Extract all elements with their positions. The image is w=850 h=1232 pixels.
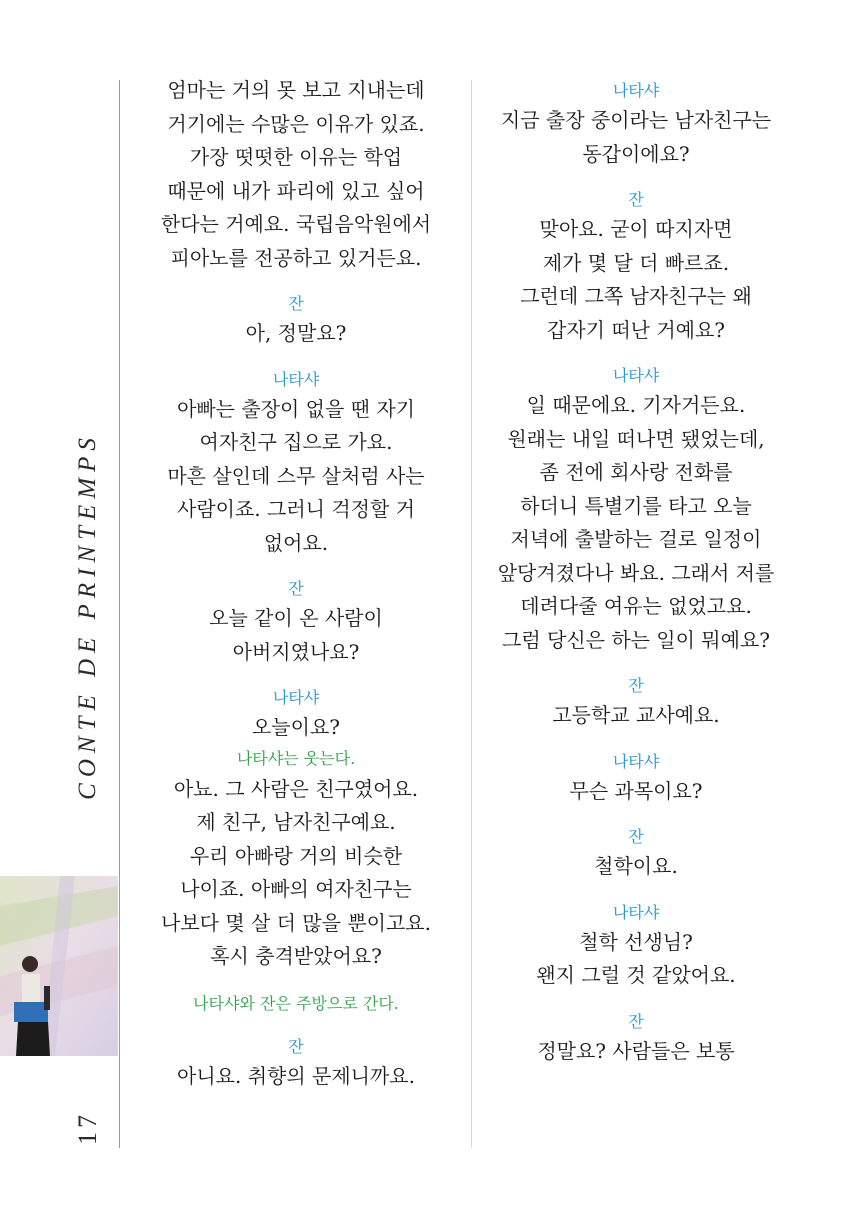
dialogue-line: 앞당겨졌다나 봐요. 그래서 저를 [497,560,775,585]
stage-block [128,990,464,1018]
dialogue-block [128,291,464,351]
dialogue-line: 하더니 특별기를 타고 오늘 [520,493,752,518]
dialogue-line: 그런데 그쪽 남자친구는 왜 [520,284,752,308]
dialogue-line: 거기에는 수많은 이유가 있죠. [167,111,425,136]
dialogue-block [128,367,464,561]
speaker-name: 잔 [628,190,644,209]
dialogue-line: 피아노를 전공하고 있거든요. [170,245,422,270]
dialogue-line: 아니요. 취향의 문제니까요. [177,1063,415,1088]
dialogue-line: 때문에 내가 파리에 있고 싶어 [167,178,425,203]
dialogue-line: 나이죠. 아빠의 여자친구는 [180,877,412,901]
speaker-name: 잔 [628,827,644,846]
speaker-name: 잔 [288,294,304,313]
dialogue-line: 그럼 당신은 하는 일이 뭐예요? [502,627,770,652]
dialogue-line: 사람이죠. 그러니 걱정할 거 [177,497,415,521]
dialogue-line: 정말요? 사람들은 보통 [537,1038,735,1063]
speaker-name: 나타샤 [612,366,660,385]
margin-rule [119,80,120,1148]
dialogue-line: 마흔 살인데 스무 살처럼 사는 [167,463,425,488]
dialogue-block [128,74,464,275]
speaker-name: 나타샤 [612,81,660,100]
dialogue-line: 아빠는 출장이 없을 땐 자기 [177,396,415,421]
dialogue-line: 제가 몇 달 더 빠르죠. [542,250,730,275]
dialogue-line: 저녁에 출발하는 걸로 일정이 [510,527,762,551]
column-divider [471,80,472,1148]
dialogue-line: 무슨 과목이요? [569,778,703,803]
dialogue-block [478,78,794,171]
dialogue-line: 한다는 거예요. 국립음악원에서 [160,212,432,236]
dialogue-line: 아뇨. 그 사람은 친구였어요. [173,776,419,801]
dialogue-block [128,1034,464,1094]
page-number: 17 [73,1111,102,1145]
speaker-name: 잔 [288,1036,304,1056]
dialogue-block [478,749,794,809]
dialogue-block [128,685,464,974]
left-text-column [128,74,464,1093]
dialogue-block [128,576,464,669]
dialogue-line: 가장 떳떳한 이유는 학업 [189,145,403,169]
right-text-column [478,74,794,1068]
dialogue-block [478,900,794,993]
dialogue-block [478,673,794,733]
dialogue-line: 갑자기 떠난 거예요? [547,317,725,342]
dialogue-line: 좀 전에 회사랑 전화를 [539,460,733,484]
speaker-name: 잔 [628,676,644,695]
dialogue-line: 제 친구, 남자친구예요. [196,810,396,834]
speaker-name: 나타샤 [612,902,660,922]
dialogue-line: 일 때문에요. 기자거든요. [526,393,746,417]
dialogue-line: 데려다줄 여유는 없었고요. [520,594,752,618]
dialogue-block [478,363,794,657]
dialogue-line: 고등학교 교사예요. [552,703,720,727]
dialogue-line: 혹시 충격받았어요? [210,944,382,968]
stage-direction: 나타샤와 잔은 주방으로 간다. [193,993,399,1013]
speaker-name: 나타샤 [272,688,320,707]
dialogue-line: 없어요. [263,530,329,555]
dialogue-line: 엄마는 거의 못 보고 지내는데 [167,78,425,102]
dialogue-line: 철학 선생님? [579,929,693,954]
dialogue-block [478,824,794,884]
speaker-name: 잔 [628,1011,644,1031]
dialogue-block [478,1009,794,1069]
speaker-name: 나타샤 [272,369,320,389]
speaker-name: 잔 [288,579,304,598]
dialogue-block [478,187,794,347]
dialogue-line: 왠지 그럴 것 같았어요. [536,963,736,987]
dialogue-line: 아버지였나요? [232,639,360,664]
dialogue-line: 원래는 내일 떠나면 됐었는데, [507,426,765,451]
dialogue-line: 오늘이요? [251,715,340,739]
dialogue-line: 오늘 같이 온 사람이 [209,606,383,630]
dialogue-line: 우리 아빠랑 거의 비슷한 [189,843,403,868]
dialogue-line: 철학이요. [594,854,678,878]
book-title: CONTE DE PRINTEMPS [74,432,101,800]
dialogue-line: 맞아요. 굳이 따지자면 [539,217,733,241]
stage-direction: 나타샤는 웃는다. [236,748,356,768]
dialogue-line: 지금 출장 중이라는 남자친구는 [500,108,772,132]
dialogue-line: 아, 정말요? [245,321,347,345]
film-still-illustration [0,876,118,1056]
dialogue-line: 나보다 몇 살 더 많을 뿐이고요. [161,910,431,935]
dialogue-line: 여자친구 집으로 가요. [199,430,393,454]
dialogue-line: 동갑이에요? [582,141,690,166]
speaker-name: 나타샤 [612,751,660,771]
